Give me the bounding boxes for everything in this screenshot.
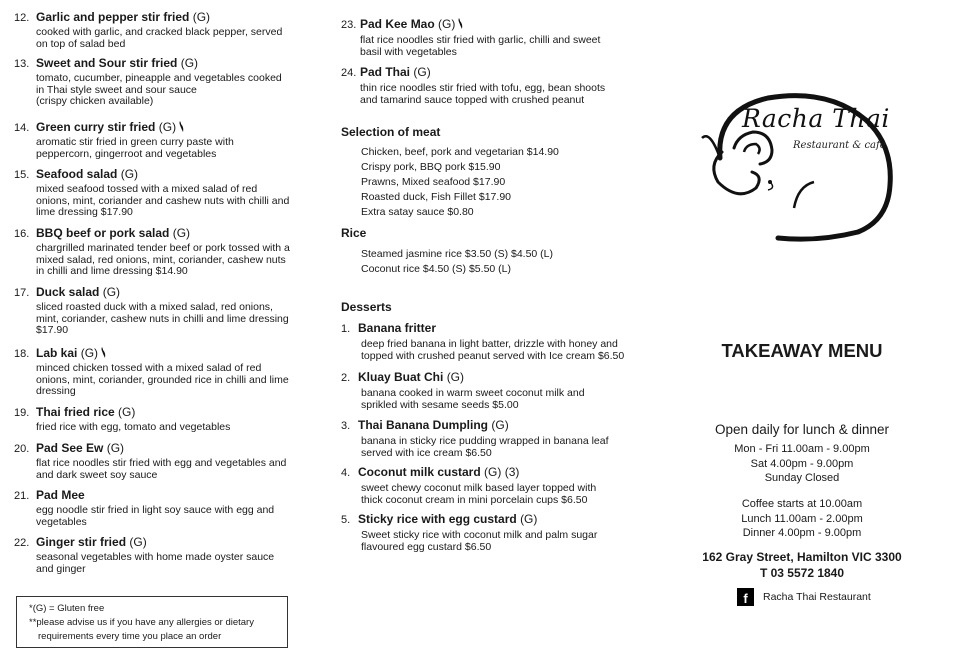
item-number: 18. — [14, 348, 30, 360]
item-tag: (G) — [446, 370, 465, 384]
item-tag: (G) — [118, 405, 136, 419]
item-tag: (G) — [102, 285, 121, 299]
contact-block — [660, 549, 944, 581]
item-number: 4. — [341, 467, 351, 479]
item-description: tomato, cucumber, pineapple and vegetables cooked in Thai style sweet and sour sauce (crispy chicken available) — [36, 72, 282, 107]
item-tag: (G) — [491, 418, 509, 432]
meat-price-line: Prawns, Mixed seafood $17.90 — [361, 176, 506, 188]
item-name: Pad Mee — [36, 488, 85, 502]
item-name: Ginger stir fried — [36, 535, 127, 549]
dessert-item — [341, 512, 651, 553]
item-number: 14. — [14, 122, 30, 134]
gluten-free-note: *(G) = Gluten free — [29, 603, 105, 614]
item-tag: (G) — [172, 226, 191, 240]
menu-item — [14, 346, 300, 398]
hours-line: Sat 4.00pm - 9.00pm — [750, 457, 854, 470]
item-number: 12. — [14, 12, 30, 24]
item-number: 17. — [14, 287, 30, 299]
rice-price-line: Steamed jasmine rice $3.50 (S) $4.50 (L) — [361, 248, 554, 260]
item-number: 3. — [341, 420, 351, 432]
item-tag: (G) (3) — [484, 465, 520, 479]
item-number: 15. — [14, 169, 30, 181]
dessert-item — [341, 465, 651, 506]
item-tag: (G) — [520, 512, 538, 526]
item-name: Coconut milk custard — [358, 465, 481, 479]
item-number: 24. — [341, 67, 357, 79]
item-description: minced chicken tossed with a mixed salad of red onions, mint, coriander, grounded rice in chilli and lime dressing — [36, 362, 289, 397]
menu-item — [14, 10, 300, 50]
item-name: BBQ beef or pork salad — [36, 226, 170, 240]
allergy-note-continued: requirements every time you place an order — [38, 631, 222, 642]
item-number: 13. — [14, 58, 30, 70]
hours-line: Sunday Closed — [764, 472, 840, 484]
item-name: Lab kai — [36, 346, 78, 360]
item-tag: (G) — [80, 346, 99, 360]
item-name: Sweet and Sour stir fried — [36, 56, 178, 70]
meat-section-title: Selection of meat — [341, 125, 441, 139]
item-description: seasonal vegetables with home made oyster sauce and ginger — [36, 551, 275, 575]
item-number: 22. — [14, 537, 30, 549]
menu-item — [14, 226, 300, 278]
item-tag: (G) — [180, 56, 199, 70]
hours-line: Dinner 4.00pm - 9.00pm — [742, 527, 862, 539]
dessert-item — [341, 418, 651, 459]
item-number: 19. — [14, 407, 30, 419]
item-name: Pad Kee Mao — [360, 17, 435, 31]
meat-price-line: Chicken, beef, pork and vegetarian $14.90 — [361, 146, 559, 158]
item-tag: (G) — [129, 535, 147, 549]
menu-item — [14, 285, 300, 337]
menu-item — [14, 120, 300, 160]
item-number: 21. — [14, 490, 30, 502]
open-daily-heading: Open daily for lunch & dinner — [714, 422, 890, 437]
meat-price-line: Extra satay sauce $0.80 — [361, 206, 474, 218]
address: 162 Gray Street, Hamilton VIC 3300 — [702, 550, 902, 564]
item-name: Thai fried rice — [36, 405, 115, 419]
item-tag: (G) — [106, 441, 125, 455]
item-description: egg noodle stir fried in light soy sauce with egg and vegetables — [36, 504, 275, 528]
menu-item — [14, 441, 300, 481]
item-description: chargrilled marinated tender beef or pork tossed with a mixed salad, red onions, mint, coriander, cashew nuts in chilli and lime dressing $14.90 — [36, 242, 290, 277]
hours-line: Mon - Fri 11.00am - 9.00pm — [734, 443, 870, 455]
meat-price-line: Crispy pork, BBQ pork $15.90 — [361, 161, 501, 173]
brand-subtitle: Restaurant & cafe — [793, 140, 886, 151]
chilli-icon — [458, 18, 464, 29]
meat-price-line: Roasted duck, Fish Fillet $17.90 — [361, 191, 511, 203]
item-description: banana cooked in warm sweet coconut milk and sprikled with sesame seeds $5.00 — [361, 387, 585, 411]
item-description: sliced roasted duck with a mixed salad, red onions, mint, coriander, cashew nuts in chilli and lime dressing $17.90 — [36, 301, 289, 336]
item-tag: (G) — [192, 10, 211, 24]
item-number: 2. — [341, 372, 351, 384]
item-name: Duck salad — [36, 285, 100, 299]
rice-price-line: Coconut rice $4.50 (S) $5.50 (L) — [361, 263, 511, 275]
rice-section-title: Rice — [341, 226, 367, 240]
item-number: 1. — [341, 323, 351, 335]
takeaway-menu-title: TAKEAWAY MENU — [721, 340, 883, 361]
item-number: 5. — [341, 514, 351, 526]
item-tag: (G) — [120, 167, 139, 181]
meat-price-list — [361, 145, 559, 220]
facebook-label: Racha Thai Restaurant — [763, 591, 871, 603]
item-name: Thai Banana Dumpling — [358, 418, 489, 432]
chilli-icon — [101, 347, 107, 358]
item-description: flat rice noodles stir fried with garlic, chilli and sweet basil with vegetables — [360, 34, 601, 58]
hours-line: Coffee starts at 10.00am — [741, 498, 863, 510]
item-name: Green curry stir fried — [36, 120, 156, 134]
item-description: fried rice with egg, tomato and vegetables — [36, 421, 231, 433]
item-description: flat rice noodles stir fried with egg and vegetables and and dark sweet soy sauce — [36, 457, 287, 481]
facebook-icon: f — [737, 588, 754, 606]
item-name: Pad See Ew — [36, 441, 104, 455]
item-description: thin rice noodles stir fried with tofu, egg, bean shoots and tamarind sauce topped with crushed peanut — [360, 82, 606, 106]
item-description: cooked with garlic, and cracked black pepper, served on top of salad bed — [36, 26, 283, 50]
item-number: 20. — [14, 443, 30, 455]
desserts-section-title: Desserts — [341, 300, 392, 314]
item-description: banana in sticky rice pudding wrapped in banana leaf served with ice cream $6.50 — [361, 435, 609, 459]
dessert-item — [341, 321, 651, 362]
item-name: Banana fritter — [358, 321, 437, 335]
item-name: Sticky rice with egg custard — [358, 512, 517, 526]
menu-item — [341, 17, 651, 58]
item-description: sweet chewy coconut milk based layer topped with thick coconut cream in mini porcelain cups $6.50 — [361, 482, 597, 506]
item-name: Kluay Buat Chi — [358, 370, 444, 384]
item-description: deep fried banana in light batter, drizzle with honey and topped with crushed peanut served with Ice cream $6.50 — [361, 338, 625, 362]
menu-item — [341, 65, 651, 106]
facebook-link[interactable] — [737, 588, 871, 606]
menu-item — [14, 535, 300, 575]
item-name: Garlic and pepper stir fried — [36, 10, 190, 24]
item-tag: (G) — [158, 120, 177, 134]
item-description: mixed seafood tossed with a mixed salad of red onions, mint, coriander and cashew nuts with chilli and lime dressing $17.90 — [36, 183, 290, 218]
brand-name: Racha Thai — [742, 104, 890, 133]
menu-item — [14, 167, 300, 219]
menu-item — [14, 405, 300, 434]
item-tag: (G) — [438, 17, 456, 31]
item-name: Pad Thai — [360, 65, 411, 79]
allergy-note: **please advise us if you have any allergies or dietary — [29, 617, 254, 628]
dietary-note-box — [16, 596, 288, 648]
item-tag: (G) — [413, 65, 431, 79]
menu-item — [14, 488, 300, 528]
chilli-icon — [179, 121, 185, 132]
item-description: Sweet sticky rice with coconut milk and palm sugar flavoured egg custard $6.50 — [361, 529, 598, 553]
item-number: 16. — [14, 228, 30, 240]
item-description: aromatic stir fried in green curry paste with peppercorn, gingerroot and vegetables — [36, 136, 234, 160]
menu-item — [14, 56, 300, 108]
opening-hours — [660, 442, 944, 486]
item-number: 23. — [341, 19, 357, 31]
item-name: Seafood salad — [36, 167, 118, 181]
hours-line: Lunch 11.00am - 2.00pm — [741, 512, 863, 525]
service-hours — [660, 497, 944, 541]
phone-number: T 03 5572 1840 — [759, 566, 845, 580]
dessert-item — [341, 370, 651, 411]
rice-price-list — [361, 247, 553, 277]
